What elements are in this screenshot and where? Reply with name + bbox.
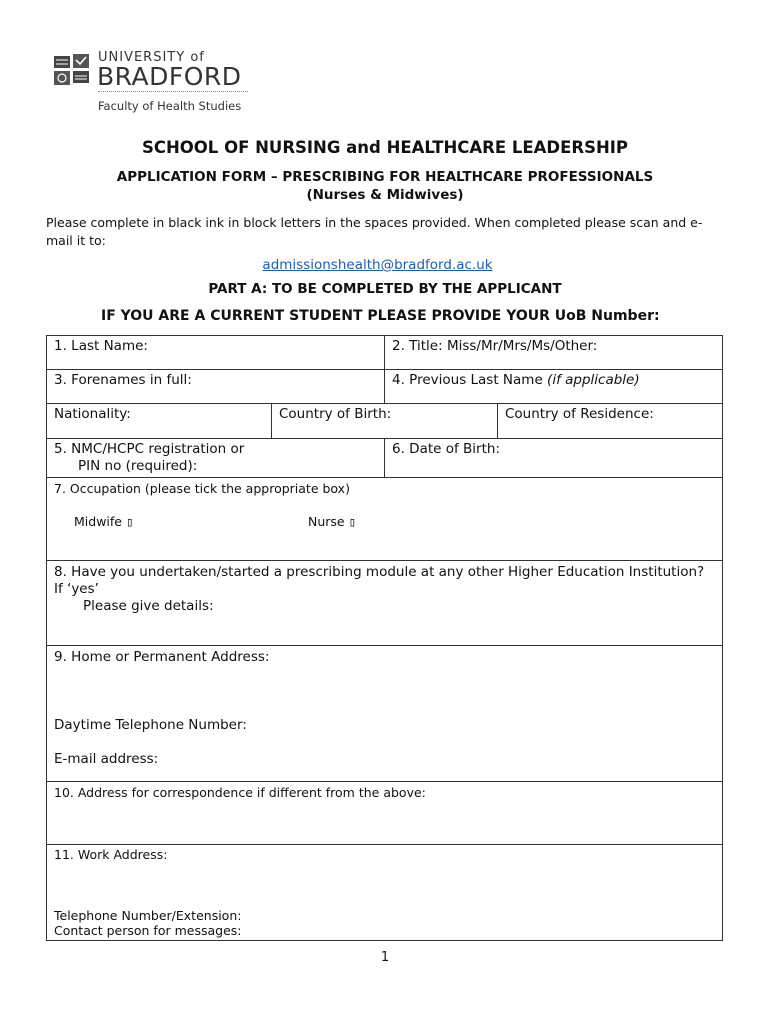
instructions: Please complete in black ink in block letters in the spaces provided. When completed please scan and e-mail it to:: [46, 215, 703, 248]
nurse-checkbox[interactable]: ▯: [348, 514, 357, 529]
midwife-option[interactable]: [54, 513, 308, 530]
correspondence-address-field[interactable]: [47, 782, 723, 845]
country-birth-label: Country of Birth:: [279, 406, 392, 422]
daytime-phone-label: Daytime Telephone Number:: [54, 717, 247, 733]
form-title: [0, 168, 770, 204]
page-number: 1: [380, 950, 390, 965]
nationality-field[interactable]: [47, 404, 272, 439]
country-residence-label: Country of Residence:: [505, 406, 654, 422]
nationality-label: Nationality:: [54, 406, 131, 422]
country-birth-field[interactable]: [272, 404, 498, 439]
university-crest-icon: [52, 50, 92, 90]
previous-last-name-note: (if applicable): [547, 372, 640, 388]
prescribing-module-field[interactable]: [47, 561, 723, 646]
date-of-birth-field[interactable]: [385, 439, 723, 478]
form-title-line1: APPLICATION FORM – PRESCRIBING FOR HEALTHCARE PROFESSIONALS: [116, 169, 654, 185]
application-form-table: [46, 335, 723, 941]
previous-last-name-label: 4. Previous Last Name: [392, 372, 548, 388]
work-address-label: 11. Work Address:: [54, 847, 168, 862]
nmc-registration-field[interactable]: [47, 439, 385, 478]
contact-person-label: Contact person for messages:: [54, 923, 242, 938]
forenames-label: 3. Forenames in full:: [54, 372, 192, 388]
midwife-label: Midwife: [74, 514, 122, 529]
work-address-field[interactable]: [47, 845, 723, 941]
prescribing-question: 8. Have you undertaken/started a prescribing module at any other Higher Education Institution? If ‘yes’: [54, 564, 705, 597]
title-label: 2. Title: Miss/Mr/Mrs/Ms/Other:: [392, 338, 598, 354]
nmc-label-line2: PIN no (required):: [78, 458, 198, 474]
logo-faculty: Faculty of Health Studies: [98, 99, 242, 113]
nmc-label-line1: 5. NMC/HCPC registration or: [54, 441, 245, 457]
previous-last-name-field[interactable]: [385, 370, 723, 404]
midwife-checkbox[interactable]: ▯: [125, 514, 134, 529]
email-address-label: E-mail address:: [54, 751, 159, 767]
occupation-options: [54, 513, 715, 530]
part-a-heading: PART A: TO BE COMPLETED BY THE APPLICANT: [208, 281, 562, 297]
last-name-field[interactable]: [47, 336, 385, 370]
logo-divider: [98, 91, 248, 92]
title-field[interactable]: [385, 336, 723, 370]
correspondence-address-label: 10. Address for correspondence if different from the above:: [54, 785, 426, 800]
email-link[interactable]: admissionshealth@bradford.ac.uk: [262, 257, 493, 273]
nurse-label: Nurse: [308, 514, 345, 529]
prescribing-details-label: Please give details:: [83, 598, 214, 614]
university-logo: [52, 50, 262, 116]
home-address-label: 9. Home or Permanent Address:: [54, 649, 270, 665]
logo-university-name: BRADFORD: [97, 62, 242, 91]
country-residence-field[interactable]: [498, 404, 723, 439]
nurse-option[interactable]: [308, 513, 356, 530]
date-of-birth-label: 6. Date of Birth:: [392, 441, 500, 457]
form-title-line2: (Nurses & Midwives): [306, 187, 464, 203]
occupation-field: [47, 478, 723, 561]
student-number-prompt: IF YOU ARE A CURRENT STUDENT PLEASE PROVIDE YOUR UoB Number:: [101, 308, 660, 324]
home-address-field[interactable]: [47, 646, 723, 782]
school-title: SCHOOL OF NURSING and HEALTHCARE LEADERSHIP: [141, 138, 629, 157]
work-phone-label: Telephone Number/Extension:: [54, 908, 242, 923]
logo-university-line: UNIVERSITY of: [98, 50, 205, 65]
last-name-label: 1. Last Name:: [54, 338, 148, 354]
forenames-field[interactable]: [47, 370, 385, 404]
occupation-label: 7. Occupation (please tick the appropriate box): [54, 481, 350, 496]
